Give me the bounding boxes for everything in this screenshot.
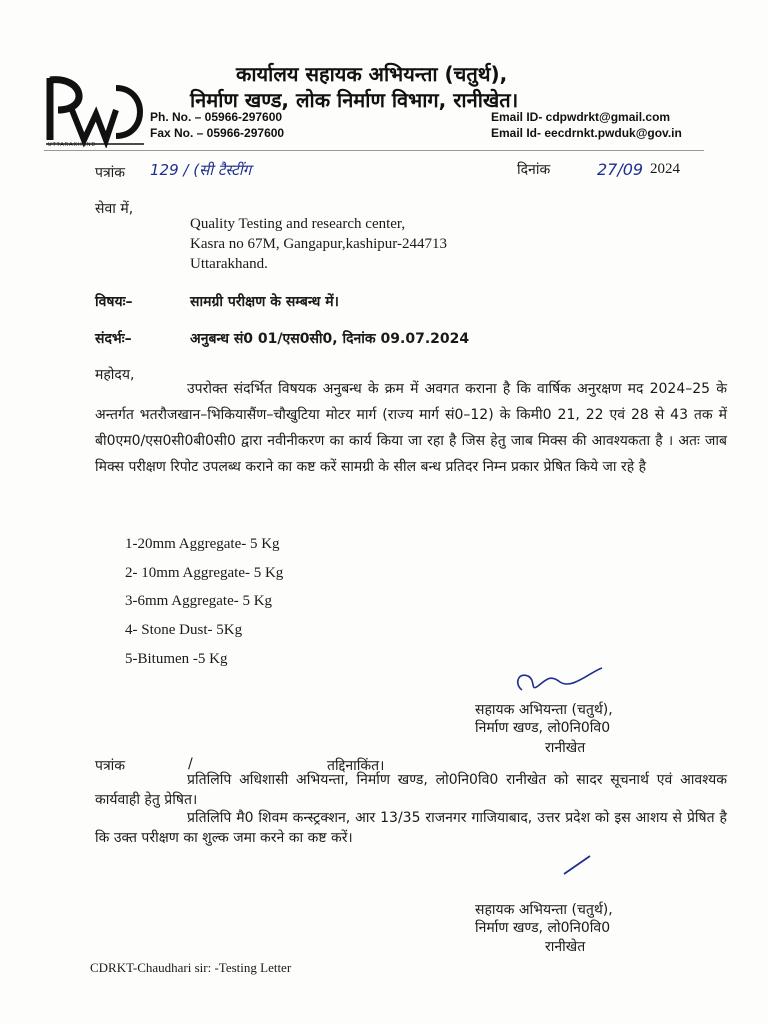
copy-paragraph-1: प्रतिलिपि अधिशासी अभियन्ता, निर्माण खण्ड, लो0नि0वि0 रानीखेत को सादर सूचनार्थ एवं आवश्यक कार्यवाही हेतु प्रेषित। [95, 772, 727, 808]
logo-caption: UTTARAKHAND [48, 142, 97, 148]
email-2: Email Id- eecdrnkt.pwduk@gov.in [491, 126, 682, 140]
signature1-place: रानीखेत [545, 740, 586, 756]
header-rule [44, 150, 704, 151]
signature1-office: निर्माण खण्ड, लो0नि0वि0 [475, 720, 611, 736]
signature2-place: रानीखेत [545, 939, 586, 955]
fax-number: Fax No. – 05966-297600 [150, 126, 285, 140]
signature1-designation: सहायक अभियन्ता (चतुर्थ), [475, 702, 613, 718]
pen-mark [560, 854, 594, 880]
date-year: 2024 [650, 161, 680, 177]
list-item: 2- 10mm Aggregate- 5 Kg [125, 565, 284, 581]
salutation: महोदय, [95, 367, 135, 383]
signature2-office: निर्माण खण्ड, लो0नि0वि0 [475, 920, 611, 936]
addressee-line-3: Uttarakhand. [190, 256, 268, 272]
reference-label: संदर्भः– [95, 331, 132, 347]
subject-text: सामग्री परीक्षण के सम्बन्ध में। [190, 294, 339, 310]
patrank-label: पत्रांक [95, 165, 126, 181]
handwritten-signature-1 [510, 664, 610, 702]
signature2-designation: सहायक अभियन्ता (चतुर्थ), [475, 902, 613, 918]
footer-file-reference: CDRKT-Chaudhari sir: -Testing Letter [90, 960, 292, 975]
list-item: 1-20mm Aggregate- 5 Kg [125, 536, 280, 552]
email-1: Email ID- cdpwdrkt@gmail.com [491, 110, 671, 124]
list-item: 4- Stone Dust- 5Kg [125, 622, 243, 638]
list-item: 3-6mm Aggregate- 5 Kg [125, 593, 273, 609]
patrank-value-handwritten: 129 / (सी टैस्टींग [150, 161, 252, 179]
copy-date-same: तद्दिनाकिंत। [327, 758, 385, 774]
seva-mein: सेवा में, [95, 201, 134, 217]
copy-paragraph-2: प्रतिलिपि मै0 शिवम कन्स्ट्रक्शन, आर 13/35 राजनगर गाजियाबाद, उत्तर प्रदेश को इस आशय से प्रेषित है कि उक्त परीक्षण का शुल्क जमा करने का कष्ट करें। [95, 810, 727, 846]
date-label: दिनांक [517, 162, 551, 178]
phone-number: Ph. No. – 05966-297600 [150, 110, 283, 124]
reference-text: अनुबन्ध सं0 01/एस0सी0, दिनांक 09.07.2024 [190, 331, 470, 347]
list-item: 5-Bitumen -5 Kg [125, 651, 228, 667]
office-title-line2: निर्माण खण्ड, लोक निर्माण विभाग, रानीखेत। [190, 88, 519, 112]
addressee-line-2: Kasra no 67M, Gangapur,kashipur-244713 [190, 236, 447, 252]
addressee-line-1: Quality Testing and research center, [190, 216, 406, 232]
date-handwritten: 27/09 [597, 160, 644, 179]
subject-label: विषयः– [95, 294, 133, 310]
body-paragraph: उपरोक्त संदर्भित विषयक अनुबन्ध के क्रम में अवगत कराना है कि वार्षिक अनुरक्षण मद 2024–25 के अन्तर्गत भतरौजखान–भिकियासैंण–चौखुटिया मोटर मार्ग (राज्य मार्ग सं0–12) के किमी0 21, 22 एवं 28 से 43 तक में बी0एम0/एस0सी0बी0सी0 द्वारा नवीनीकरण का कार्य किया जा रहा है जिस हेतु जाब मिक्स की आवश्यकता है । अतः जाब मिक्स परीक्षण रिपोट उपलब्ध कराने का कष्ट करें सामग्री के सील बन्ध प्रतिदर निम्न प्रकार प्रेषित किये जा रहे है [95, 381, 727, 475]
copy-patrank-label: पत्रांक [95, 758, 126, 774]
copy-patrank-slash: / [188, 756, 193, 772]
pwd-logo [44, 74, 148, 148]
office-title-line1: कार्यालय सहायक अभियन्ता (चतुर्थ), [236, 62, 508, 86]
